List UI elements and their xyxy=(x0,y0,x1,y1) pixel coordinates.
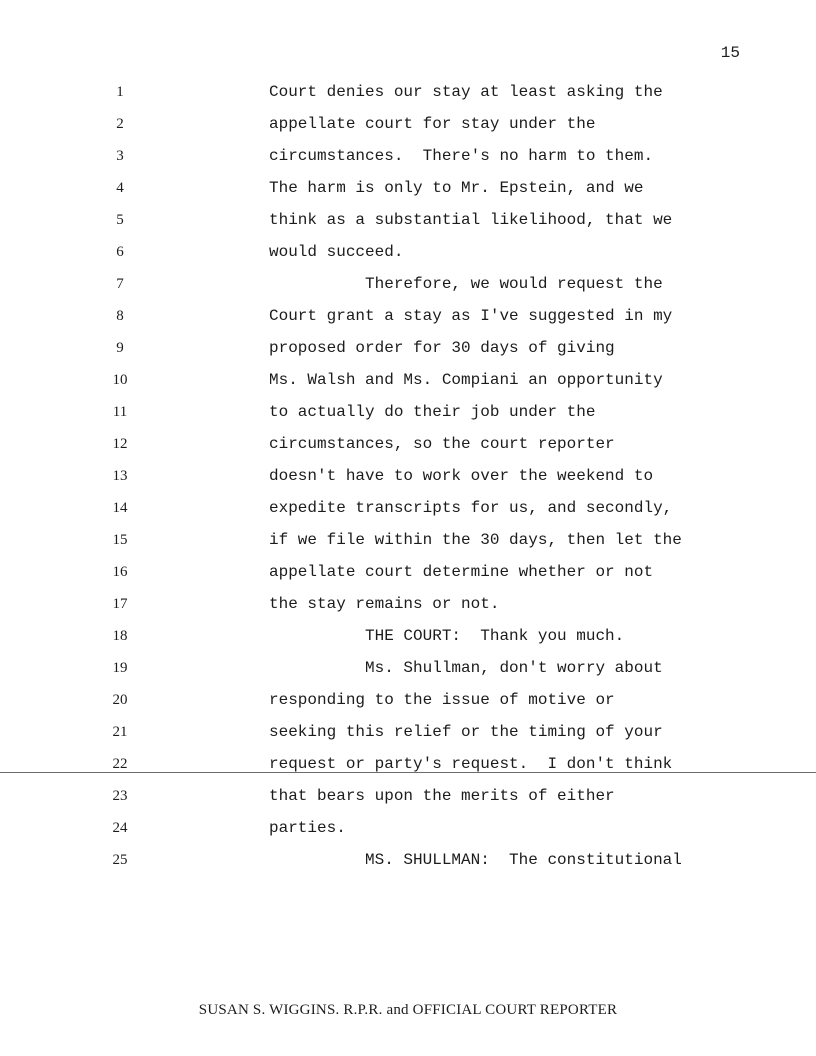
line-text: if we file within the 30 days, then let the xyxy=(269,531,682,549)
transcript-line xyxy=(0,814,816,846)
line-number: 11 xyxy=(112,404,128,420)
line-text: request or party's request. I don't think xyxy=(269,755,673,773)
line-text: The harm is only to Mr. Epstein, and we xyxy=(269,179,644,197)
line-text: seeking this relief or the timing of your xyxy=(269,723,663,741)
line-text: parties. xyxy=(269,819,346,837)
transcript-line xyxy=(0,398,816,430)
line-number: 6 xyxy=(116,244,124,260)
line-number: 17 xyxy=(112,596,128,612)
transcript-line xyxy=(0,334,816,366)
line-text: doesn't have to work over the weekend to xyxy=(269,467,654,485)
line-text: Court grant a stay as I've suggested in my xyxy=(269,307,673,325)
line-text: THE COURT: Thank you much. xyxy=(269,627,625,645)
line-text: proposed order for 30 days of giving xyxy=(269,339,615,357)
transcript-line xyxy=(0,846,816,878)
line-number: 12 xyxy=(112,436,128,452)
horizontal-rule xyxy=(0,772,816,773)
line-text: Court denies our stay at least asking the xyxy=(269,83,663,101)
transcript-line xyxy=(0,462,816,494)
transcript-line xyxy=(0,718,816,750)
line-number: 10 xyxy=(112,372,128,388)
line-text: think as a substantial likelihood, that we xyxy=(269,211,673,229)
line-number: 18 xyxy=(112,628,128,644)
line-text: circumstances, so the court reporter xyxy=(269,435,615,453)
line-number: 14 xyxy=(112,500,128,516)
line-number: 1 xyxy=(116,84,124,100)
line-text: expedite transcripts for us, and secondly, xyxy=(269,499,673,517)
line-text: responding to the issue of motive or xyxy=(269,691,615,709)
transcript-line xyxy=(0,622,816,654)
transcript-line xyxy=(0,142,816,174)
transcript-line xyxy=(0,238,816,270)
line-number: 3 xyxy=(116,148,124,164)
transcript-line xyxy=(0,270,816,302)
line-text: that bears upon the merits of either xyxy=(269,787,615,805)
line-number: 22 xyxy=(112,756,128,772)
line-number: 21 xyxy=(112,724,128,740)
line-text: MS. SHULLMAN: The constitutional xyxy=(269,851,682,869)
transcript-body xyxy=(0,78,816,878)
line-number: 13 xyxy=(112,468,128,484)
line-number: 16 xyxy=(112,564,128,580)
line-number: 20 xyxy=(112,692,128,708)
line-number: 4 xyxy=(116,180,124,196)
line-text: to actually do their job under the xyxy=(269,403,596,421)
line-number: 7 xyxy=(116,276,124,292)
line-text: circumstances. There's no harm to them. xyxy=(269,147,654,165)
line-text: appellate court determine whether or not xyxy=(269,563,654,581)
transcript-line xyxy=(0,302,816,334)
line-text: Therefore, we would request the xyxy=(269,275,663,293)
transcript-line xyxy=(0,494,816,526)
line-number: 2 xyxy=(116,116,124,132)
line-number: 8 xyxy=(116,308,124,324)
line-number: 9 xyxy=(116,340,124,356)
line-text: Ms. Shullman, don't worry about xyxy=(269,659,663,677)
line-number: 5 xyxy=(116,212,124,228)
line-number: 19 xyxy=(112,660,128,676)
page-number: 15 xyxy=(720,44,740,62)
line-number: 23 xyxy=(112,788,128,804)
transcript-line xyxy=(0,526,816,558)
court-reporter-footer: SUSAN S. WIGGINS. R.P.R. and OFFICIAL COURT REPORTER xyxy=(198,1002,618,1018)
transcript-line xyxy=(0,174,816,206)
transcript-line xyxy=(0,782,816,814)
line-text: would succeed. xyxy=(269,243,404,261)
transcript-line xyxy=(0,686,816,718)
line-text: appellate court for stay under the xyxy=(269,115,596,133)
line-text: Ms. Walsh and Ms. Compiani an opportunity xyxy=(269,371,663,389)
transcript-line xyxy=(0,558,816,590)
line-text: the stay remains or not. xyxy=(269,595,500,613)
line-number: 15 xyxy=(112,532,128,548)
transcript-line xyxy=(0,78,816,110)
transcript-line xyxy=(0,430,816,462)
transcript-line xyxy=(0,366,816,398)
line-number: 24 xyxy=(112,820,128,836)
transcript-line xyxy=(0,206,816,238)
line-number: 25 xyxy=(112,852,128,868)
transcript-line xyxy=(0,110,816,142)
transcript-line xyxy=(0,654,816,686)
transcript-line xyxy=(0,750,816,782)
transcript-line xyxy=(0,590,816,622)
